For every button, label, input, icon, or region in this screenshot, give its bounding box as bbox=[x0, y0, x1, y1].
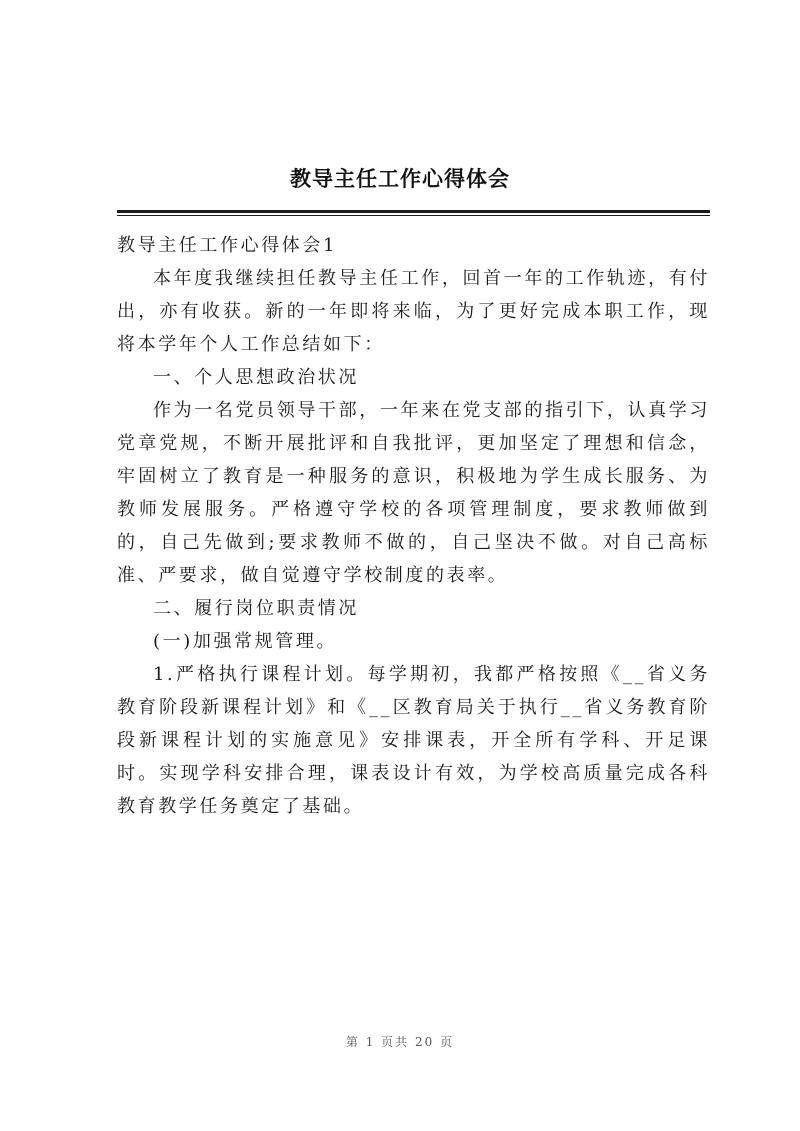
subheading-political: 一、个人思想政治状况 bbox=[153, 367, 359, 388]
subheading-duties: 二、履行岗位职责情况 bbox=[153, 598, 359, 619]
document-body bbox=[117, 229, 710, 823]
section-heading: 教导主任工作心得体会1 bbox=[117, 235, 338, 256]
title-divider-thin bbox=[117, 215, 710, 216]
paragraph-curriculum: 1.严格执行课程计划。每学期初，我都严格按照《__省义务教育阶段新课程计划》和《__区教育局关于执行__省义务教育阶段新课程计划的实施意见》安排课表，开全所有学科、开足课时。实现学科安排合理，课表设计有效，为学校高质量完成各科教育教学任务奠定了基础。 bbox=[117, 664, 710, 817]
subheading-routine: (一)加强常规管理。 bbox=[153, 631, 338, 652]
title-divider-thick bbox=[117, 210, 710, 213]
page-number: 第 1 页共 20 页 bbox=[345, 1035, 455, 1049]
document-title: 教导主任工作心得体会 bbox=[290, 167, 510, 191]
paragraph-intro: 本年度我继续担任教导主任工作，回首一年的工作轨迹，有付出，亦有收获。新的一年即将来临，为了更好完成本职工作，现将本学年个人工作总结如下： bbox=[117, 268, 710, 355]
paragraph-political: 作为一名党员领导干部，一年来在党支部的指引下，认真学习党章党规，不断开展批评和自我批评，更加坚定了理想和信念，牢固树立了教育是一种服务的意识，积极地为学生成长服务、为教师发展服务。严格遵守学校的各项管理制度，要求教师做到的，自己先做到;要求教师不做的，自己坚决不做。对自己高标准、严要求，做自觉遵守学校制度的表率。 bbox=[117, 400, 710, 586]
